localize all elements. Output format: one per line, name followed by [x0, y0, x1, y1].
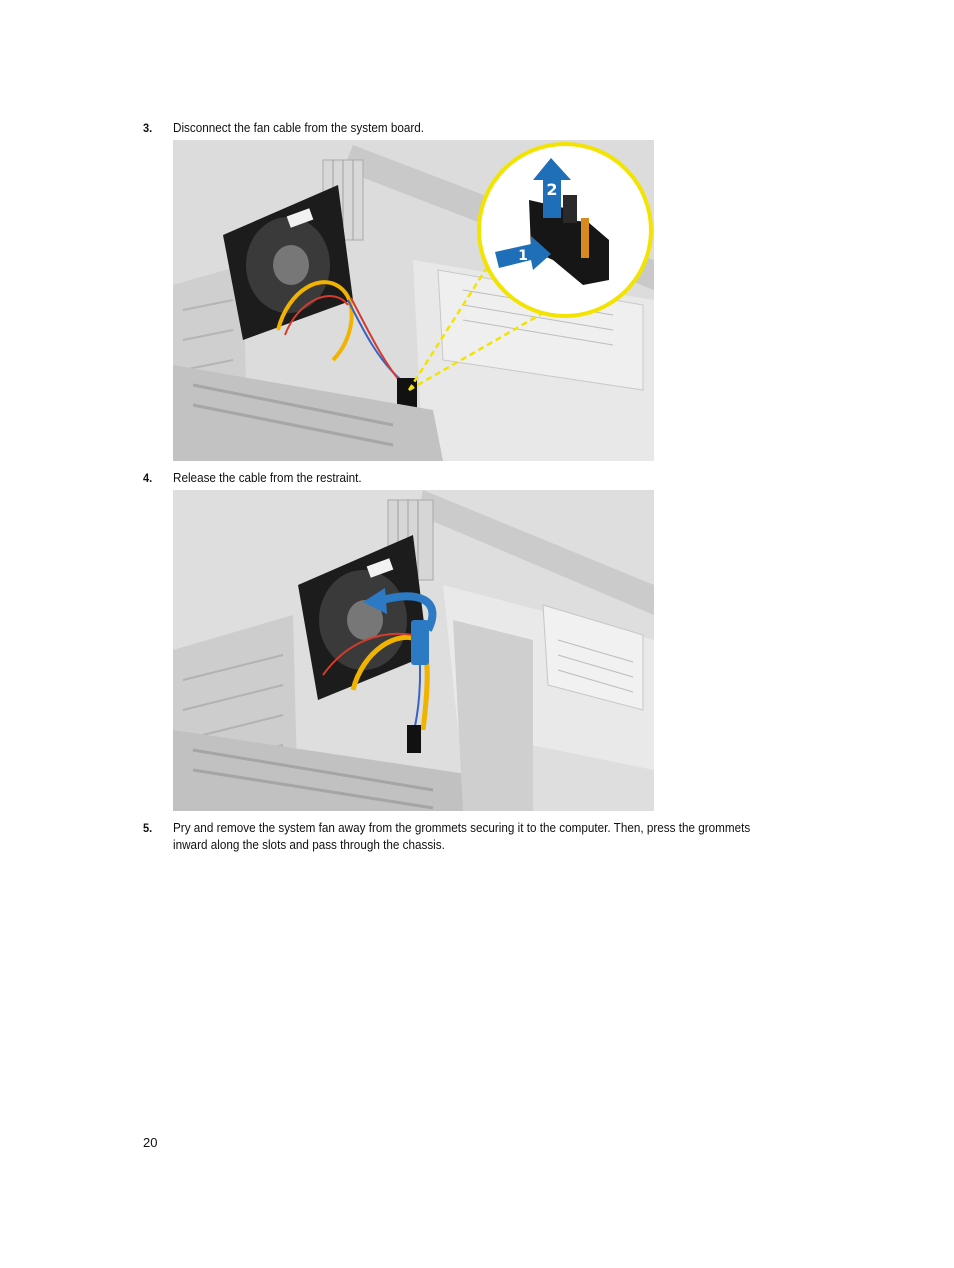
figure-disconnect-fan-cable — [173, 140, 654, 461]
step-5-text-line-2: inward along the slots and pass through the chassis. — [173, 837, 445, 852]
step-5-number: 5. — [143, 821, 153, 835]
step-3-number: 3. — [143, 121, 153, 135]
step-3-text: Disconnect the fan cable from the system board. — [173, 120, 425, 135]
figure-release-cable-restraint — [173, 490, 654, 811]
page-number: 20 — [143, 1135, 158, 1150]
callout-label-2: 2 — [546, 180, 558, 199]
step-4-number: 4. — [143, 471, 153, 485]
step-4-text: Release the cable from the restraint. — [173, 470, 362, 485]
callout-label-1: 1 — [518, 248, 528, 264]
step-5-text-line-1: Pry and remove the system fan away from the grommets securing it to the computer. Then, press the grommets — [173, 820, 751, 835]
